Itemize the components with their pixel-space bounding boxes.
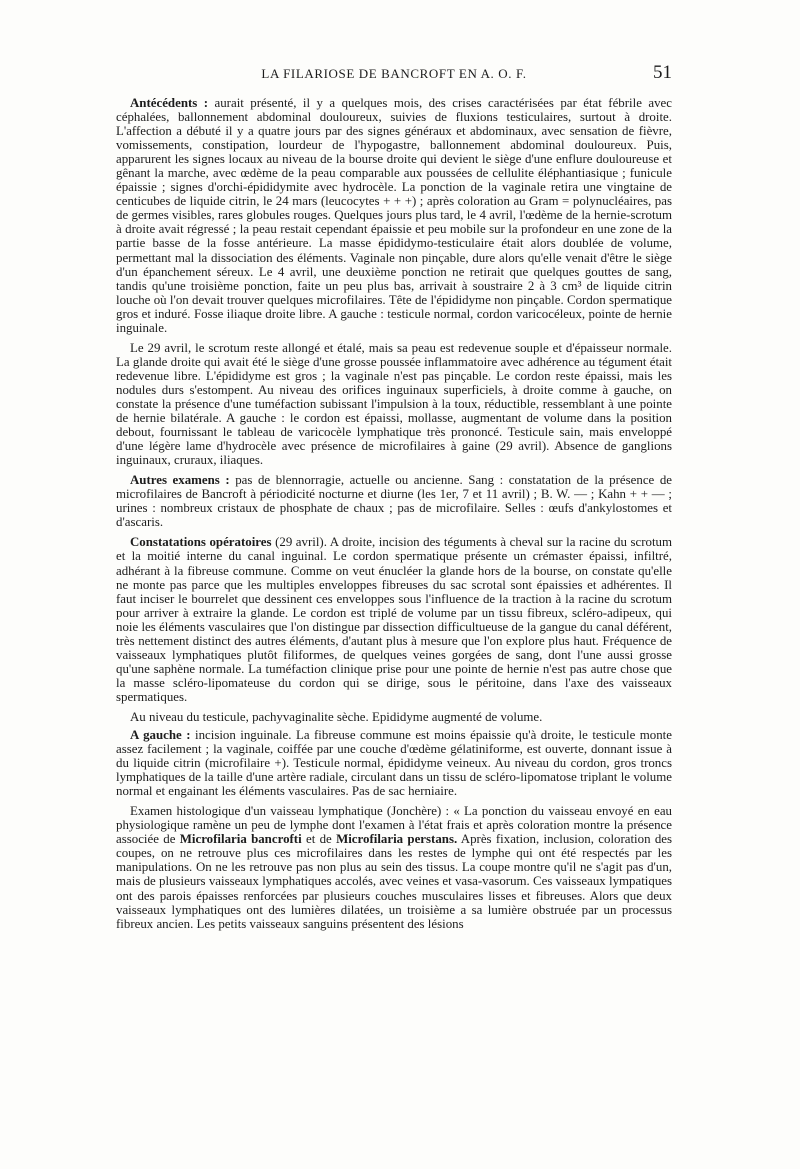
species-name: Microfilaria bancrofti [179, 832, 302, 847]
paragraph-a-gauche [116, 728, 672, 798]
paragraph-text: Examen histologique d'un vaisseau lymphatique (Jonchère) : « La ponction du vaisseau envoyé en eau physiologique ramène un peu de lymphe dont l'examen à l'état frais et après coloration montre la présence associée de [116, 804, 672, 847]
running-title: LA FILARIOSE DE BANCROFT EN A. O. F. [261, 66, 527, 81]
paragraph-text: Après fixation, inclusion, coloration des coupes, on ne retrouve plus ces microfilaires dans les restes de lymphe qui ont été respectés par les manipulations. On ne les retrouve pas non plus au sein des tissus. La coupe montre qu'il ne s'agit pas d'un, mais de plusieurs vaisseaux lymphatiques accolés, avec veines et vasa-vasorum. Ces vaisseaux lympatiques ont des parois épaisses renforcées par plusieurs couches musculaires lisses et fibreuses. Alors que deux vaisseaux lymphatiques ont des lumières dilatées, un troisième a sa lumière obstruée par un processus fibreux ancien. Les petits vaisseaux sanguins présentent des lésions [116, 832, 673, 931]
paragraph-autres-examens [116, 473, 672, 529]
paragraph-testicule [116, 710, 672, 724]
paragraph-text: Le 29 avril, le scrotum reste allongé et étalé, mais sa peau est redevenue souple et d'épaisseur normale. La glande droite qui avait été le siège d'une grosse poussée inflammatoire avec adhérence au tégument était redevenue libre. L'épididyme est gros ; la vaginale n'est pas pinçable. Le cordon reste épaissi, mais les nodules durs s'estompent. Au niveau des orifices inguinaux superficiels, à droite comme à gauche, on constate la présence d'une tuméfaction subissant l'impulsion à la toux, réductible, ressemblant à une pointe de hernie bilatérale. A gauche : le cordon est épaissi, mollasse, augmentant de volume dans la position debout, fournissant le tableau de varicocèle lymphatique très prononcé. Testicule sain, mais enveloppé d'une légère lame d'hydrocèle avec présence de microfilaires à gaine (29 avril). Absence de ganglions inguinaux, cruraux, iliaques. [116, 340, 672, 468]
paragraph-text: Au niveau du testicule, pachyvaginalite sèche. Epididyme augmenté de volume. [130, 709, 543, 724]
page-number: 51 [653, 62, 672, 83]
paragraph-text: (29 avril). A droite, incision des téguments à cheval sur la racine du scrotum et la moitié interne du canal inguinal. Le cordon spermatique présente un crémaster épaissi, infiltré, adhérant à la fibreuse commune. Comme on veut énucléer la glande hors de la bourse, on constate qu'elle ne monte pas parce que les multiples enveloppes fibreuses du sac scrotal sont épaissies et adhérentes. Il faut inciser le bourrelet que dessinent ces enveloppes sous l'influence de la traction à la racine du scrotum pour arriver à extraire la glande. Le cordon est triplé de volume par un tissu fibreux, scléro-adipeux, qui noie les éléments vasculaires que l'on distingue par dissection difficultueuse de la gangue du canal déférent, très nettement distinct des autres éléments, d'autant plus à mesure que l'on explore plus haut. Fréquence de vaisseaux lymphatiques plutôt filiformes, de quelques veines gorgées de sang, dont l'une aussi grosse qu'une saphène normale. La tuméfaction clinique prise pour une pointe de hernie n'est pas autre chose que la masse scléro-lipomateuse du cordon qui se dirige, sous le péritoine, dans l'axe des vaisseaux spermatiques. [116, 535, 673, 704]
page-header [116, 64, 672, 86]
paragraph-text: aurait présenté, il y a quelques mois, des crises caractérisées par état fébrile avec céphalées, ballonnement abdominal douloureux, suivies de fluxions testiculaires, surtout à droite. L'affection a débuté il y a quatre jours par des signes généraux et abdominaux, avec sensation de fièvre, vomissements, constipation, lourdeur de l'hypogastre, ballonnement abdominal douloureux. Puis, apparurent les signes locaux au niveau de la bourse droite qui devient le siège d'une enflure douloureuse et gênant la marche, avec œdème de la peau comparable aux poussées de cellulite éléphantiasique ; funicule épaissie ; signes d'orchi-épididymite avec hydrocèle. La ponction de la vaginale retira une vingtaine de centicubes de liquide citrin, le 24 mars (leucocytes + + +) ; après coloration au Gram = polynucléaires, pas de germes visibles, rares globules rouges. Quelques jours plus tard, le 4 avril, l'œdème de la hernie-scrotum à droite avait régressé ; la peau restait cependant épaissie et peu mobile sur la profondeur en une zone de la partie basse de la fosse antérieure. La masse épididymo-testiculaire était alors doublée de volume, permettant mal la dissociation des éléments. Vaginale non pinçable, dure alors qu'elle venait d'être le siège d'un épanchement séreux. Le 4 avril, une deuxième ponction ne retirait que quelques gouttes de sang, tandis qu'une troisième ponction, faite un peu plus bas, arrivait à soustraire 2 à 3 cm³ de liquide citrin louche où l'on devait trouver quelques microfilaires. Tête de l'épididyme non pinçable. Cordon spermatique gros et induré. Fosse iliaque droite libre. A gauche : testicule normal, cordon varicocéleux, pointe de hernie inguinale. [116, 96, 672, 335]
species-name: Microfilaria perstans. [336, 832, 458, 847]
paragraph-lead: Autres examens : [130, 473, 230, 488]
paragraph-29-avril [116, 341, 672, 467]
paragraph-antecedents [116, 96, 672, 335]
paragraph-text: pas de blennorragie, actuelle ou ancienne. Sang : constatation de la présence de microfilaires de Bancroft à périodicité nocturne et diurne (les 1er, 7 et 11 avril) ; B. W. — ; Kahn + + — ; urines : nombreux cristaux de phosphate de chaux ; pas de microfilaire. Selles : œufs d'ankylostomes et d'ascaris. [116, 473, 672, 530]
paragraph-lead: Antécédents : [130, 96, 209, 110]
paragraph-constatations-operatoires [116, 535, 672, 704]
body-text [116, 96, 672, 937]
paragraph-examen-histologique [116, 804, 672, 930]
paragraph-lead: A gauche : [130, 728, 191, 743]
paragraph-text: incision inguinale. La fibreuse commune est moins épaissie qu'à droite, le testicule monte assez facilement ; la vaginale, coiffée par une couche d'œdème gélatiniforme, est ouverte, donnant issue à du liquide citrin (microfilaire +). Testicule normal, épididyme veineux. Au niveau du cordon, gros troncs lymphatiques de la taille d'une artère radiale, circulant dans un tissu de scléro-lipomatose triplant le volume normal et engainant les éléments vasculaires. Pas de sac herniaire. [116, 728, 672, 799]
paragraph-text: et de [301, 832, 337, 847]
paragraph-lead: Constatations opératoires [130, 535, 272, 550]
